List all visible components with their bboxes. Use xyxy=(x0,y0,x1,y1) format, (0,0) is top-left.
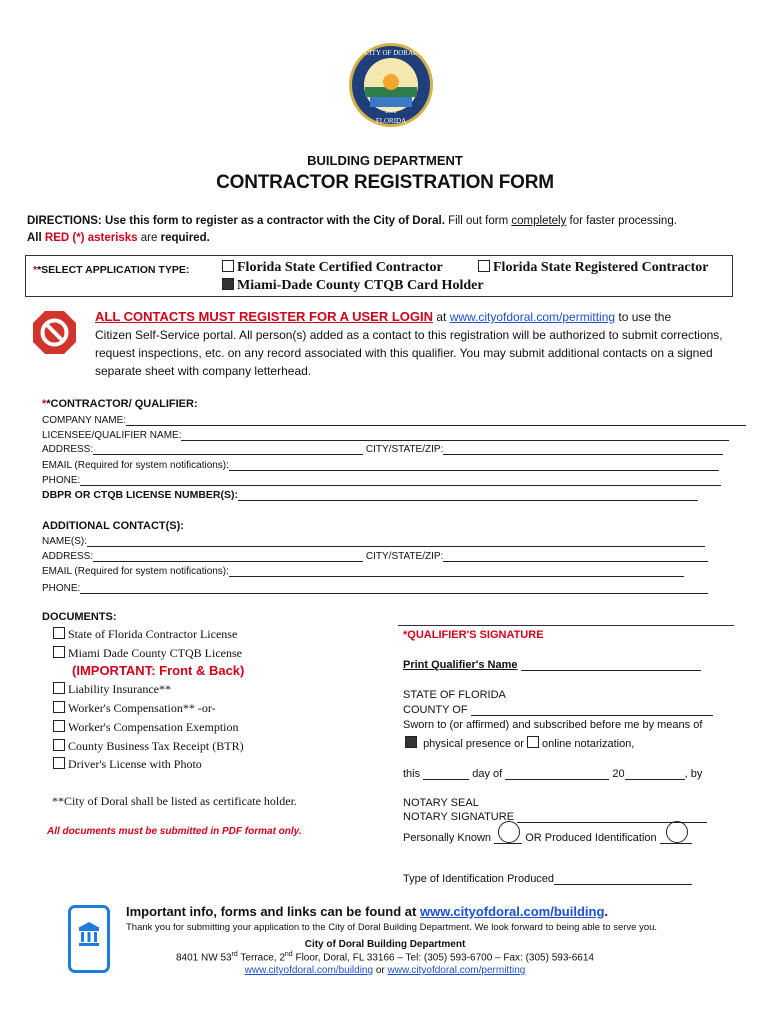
footer-address: 8401 NW 53rd Terrace, 2nd Floor, Doral, FL 33166 – Tel: (305) 593-6700 – Fax: (305) 593-6614 xyxy=(176,951,594,964)
notary-seal-label: NOTARY SEAL xyxy=(403,797,479,809)
application-type-label: *SELECT APPLICATION TYPE: xyxy=(37,264,190,276)
identification-row[interactable]: Personally Known OR Produced Identification xyxy=(403,832,692,844)
county-row[interactable]: COUNTY OF xyxy=(403,704,713,716)
footer-permitting-link[interactable]: www.cityofdoral.com/permitting xyxy=(387,965,526,976)
footer-links: www.cityofdoral.com/building or www.cityofdoral.com/permitting xyxy=(244,965,526,976)
names-row[interactable]: NAME(S): xyxy=(42,536,705,547)
additional-heading: ADDITIONAL CONTACT(S): xyxy=(42,520,184,532)
state-label: STATE OF FLORIDA xyxy=(403,689,506,701)
pdf-note: All documents must be submitted in PDF format only. xyxy=(47,826,302,837)
notarization-options[interactable]: physical presence or online notarization, xyxy=(405,736,634,750)
signature-divider xyxy=(398,625,734,626)
notary-signature-row[interactable]: NOTARY SIGNATURE xyxy=(403,811,707,823)
seal-text-band: 2003 xyxy=(385,109,397,115)
stop-icon xyxy=(32,310,77,355)
doc-item[interactable]: State of Florida Contractor License xyxy=(53,627,237,642)
doc-item[interactable]: Miami Dade County CTQB License xyxy=(53,646,242,661)
important-info: Important info, forms and links can be found at www.cityofdoral.com/building. xyxy=(126,904,609,919)
option-ctqb[interactable]: Miami-Dade County CTQB Card Holder xyxy=(222,278,484,294)
print-name-row[interactable]: Print Qualifier's Name xyxy=(403,659,701,671)
form-title: CONTRACTOR REGISTRATION FORM xyxy=(216,172,554,193)
contacts-heading: ALL CONTACTS MUST REGISTER FOR A USER LOGIN xyxy=(95,309,433,324)
additional-address-row[interactable]: ADDRESS: CITY/STATE/ZIP: xyxy=(42,551,708,562)
checkbox-certified[interactable] xyxy=(222,260,234,272)
company-row[interactable]: COMPANY NAME: xyxy=(42,415,746,426)
footer-org: City of Doral Building Department xyxy=(304,939,466,950)
checkbox-physical xyxy=(405,736,417,748)
important-note: (IMPORTANT: Front & Back) xyxy=(72,663,245,678)
address-row[interactable]: ADDRESS: CITY/STATE/ZIP: xyxy=(42,444,723,455)
contacts-notice: ALL CONTACTS MUST REGISTER FOR A USER LOGIN at www.cityofdoral.com/permitting to use the Citizen Self-Service portal. All person(s) added as a contact to this registration will be authorized to submit corrections, request inspections, etc. on any record associated with this qualifier. You may submit additional contacts on a signed separate sheet with company letterhead. xyxy=(95,309,723,378)
sworn-text: Sworn to (or affirmed) and subscribed before me by means of xyxy=(403,719,703,731)
directions: DIRECTIONS: Use this form to register as a contractor with the City of Doral. Fill out form completely for faster processing. All RED (*) asterisks are required. xyxy=(27,215,677,244)
thanks-text: Thank you for submitting your application to the City of Doral Building Department. We look forward to being able to serve you. xyxy=(126,922,658,933)
produced-circle xyxy=(666,821,688,843)
additional-phone-row[interactable]: PHONE: xyxy=(42,583,708,594)
doc-item[interactable]: County Business Tax Receipt (BTR) xyxy=(53,739,244,754)
application-type-box: **SELECT APPLICATION TYPE: Florida State Certified Contractor Florida State Registered Contractor Miami-Dade County CTQB Card Holder xyxy=(25,255,733,297)
doc-item[interactable]: Driver's License with Photo xyxy=(53,757,202,772)
contractor-heading: **CONTRACTOR/ QUALIFIER: xyxy=(42,398,198,410)
building-link[interactable]: www.cityofdoral.com/building xyxy=(419,904,605,919)
doc-item[interactable]: Liability Insurance** xyxy=(53,682,171,697)
contacts-body: Citizen Self-Service portal. All person(s) added as a contact to this registration will be authorized to submit corrections, request inspections, etc. on any record associated with this qualifier. You may submit additional contacts on a signed separate sheet with company letterhead. xyxy=(95,328,723,378)
city-seal-logo xyxy=(348,42,434,128)
seal-text-top: CITY OF DORAL xyxy=(364,49,418,57)
email-row[interactable]: EMAIL (Required for system notifications): xyxy=(42,460,719,471)
licensee-row[interactable]: LICENSEE/QUALIFIER NAME: xyxy=(42,430,729,441)
seal-text-bottom: FLORIDA xyxy=(375,117,407,125)
certificate-note: **City of Doral shall be listed as certificate holder. xyxy=(52,794,297,808)
department-heading: BUILDING DEPARTMENT xyxy=(307,153,463,168)
checkbox-ctqb[interactable] xyxy=(222,278,234,290)
permitting-link[interactable]: www.cityofdoral.com/permitting xyxy=(449,310,616,324)
id-type-row[interactable]: Type of Identification Produced xyxy=(403,873,692,885)
option-certified[interactable]: Florida State Certified Contractor xyxy=(222,260,443,276)
doc-item[interactable]: Worker's Compensation** -or- xyxy=(53,701,216,716)
documents-heading: DOCUMENTS: xyxy=(42,611,117,623)
doc-item[interactable]: Worker's Compensation Exemption xyxy=(53,720,239,735)
footer-building-link[interactable]: www.cityofdoral.com/building xyxy=(244,965,374,976)
checkbox-online xyxy=(527,736,539,748)
signature-heading: *QUALIFIER'S SIGNATURE xyxy=(403,629,544,641)
additional-email-row[interactable]: EMAIL (Required for system notifications): xyxy=(42,566,684,577)
known-circle xyxy=(498,821,520,843)
license-row[interactable]: DBPR OR CTQB LICENSE NUMBER(S): xyxy=(42,489,698,501)
date-row[interactable]: this day of 20 , by xyxy=(403,768,703,780)
option-registered[interactable]: Florida State Registered Contractor xyxy=(478,260,709,276)
phone-row[interactable]: PHONE: xyxy=(42,475,721,486)
checkbox-registered[interactable] xyxy=(478,260,490,272)
